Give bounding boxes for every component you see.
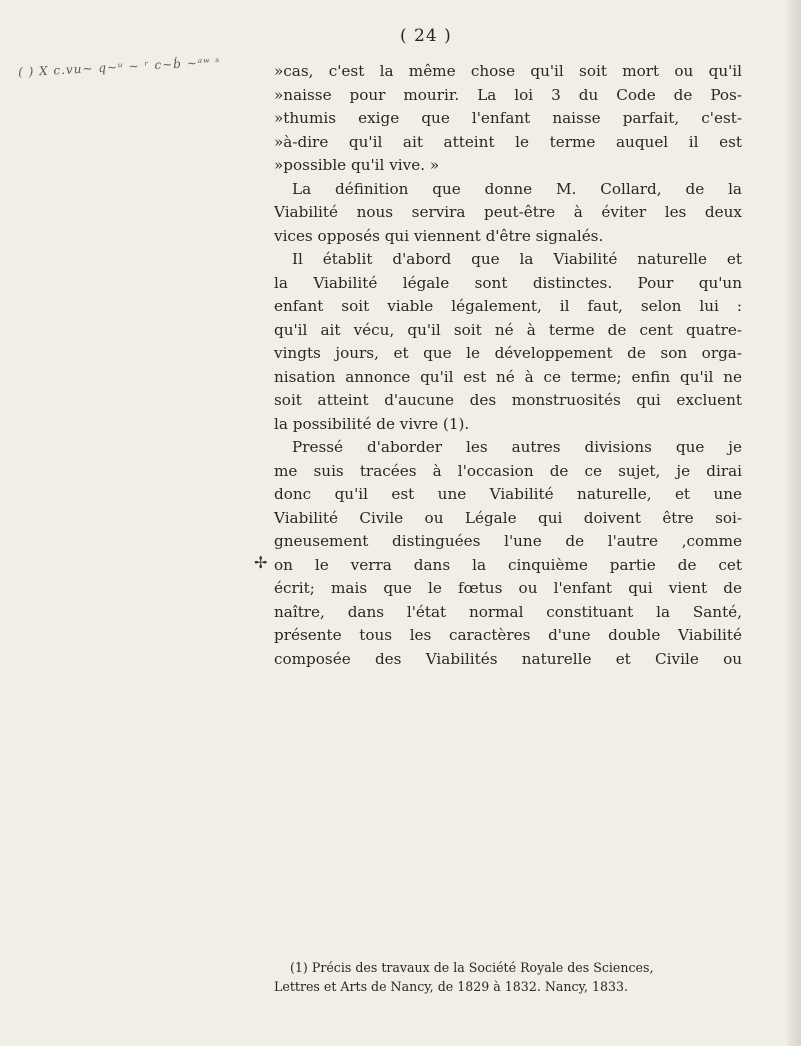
text-line: Il établit d'abord que la Viabilité naturelle et [292, 250, 742, 268]
text-line: on le verra dans la cinquième partie de cet [274, 555, 742, 574]
footnote-line: Lettres et Arts de Nancy, de 1829 à 1832. Nancy, 1833. [274, 979, 629, 994]
text-line: Pressé d'aborder les autres divisions que je [292, 438, 742, 456]
text-line: écrit; mais que le fœtus ou l'enfant qui vient de [274, 579, 742, 597]
text-line: nisation annonce qu'il est né à ce terme; enfin qu'il ne [274, 367, 742, 386]
text-line: Viabilité nous servira peut-être à éviter les deux [274, 203, 742, 221]
text-line: »à-dire qu'il ait atteint le terme auquel il est [274, 132, 742, 151]
text-line: »naisse pour mourir. La loi 3 du Code de Pos- [274, 85, 742, 104]
text-line: enfant soit viable légalement, il faut, selon lui : [274, 297, 742, 315]
text-line: gneusement distinguées l'une de l'autre ,comme [274, 532, 742, 550]
body-text [274, 60, 742, 671]
footnote [274, 958, 754, 996]
text-line: qu'il ait vécu, qu'il soit né à terme de cent quatre- [274, 320, 742, 339]
text-line: donc qu'il est une Viabilité naturelle, et une [274, 485, 742, 503]
text-line: »possible qu'il vive. » [274, 156, 440, 174]
text-line: La définition que donne M. Collard, de la [292, 179, 742, 198]
handwritten-margin-note: ( ) X c.vu~ q~ᵘ ~ ʳ c~ḃ ~ᵃʷ ˢ [17, 54, 221, 80]
text-line: »thumis exige que l'enfant naisse parfait, c'est- [274, 109, 742, 127]
text-line: présente tous les caractères d'une double Viabilité [274, 626, 742, 644]
text-line: vices opposés qui viennent d'être signalés. [274, 226, 604, 245]
footnote-line: (1) Précis des travaux de la Société Royale des Sciences, [290, 960, 654, 975]
text-line: me suis tracées à l'occasion de ce sujet, je dirai [274, 461, 742, 480]
text-line: vingts jours, et que le développement de son orga- [274, 344, 742, 362]
text-line: Viabilité Civile ou Légale qui doivent être soi- [274, 508, 742, 527]
page-edge-shadow [787, 0, 801, 1046]
text-line: naître, dans l'état normal constituant la Santé, [274, 602, 742, 621]
text-line: la Viabilité légale sont distinctes. Pour qu'un [274, 273, 742, 292]
text-line: la possibilité de vivre (1). [274, 414, 470, 433]
margin-cross-mark: ✢ [254, 553, 268, 572]
text-line: composée des Viabilités naturelle et Civile ou [274, 649, 742, 668]
text-line: soit atteint d'aucune des monstruosités qui excluent [274, 391, 742, 409]
page-number: ( 24 ) [400, 26, 452, 46]
text-line: »cas, c'est la même chose qu'il soit mort ou qu'il [274, 62, 742, 80]
